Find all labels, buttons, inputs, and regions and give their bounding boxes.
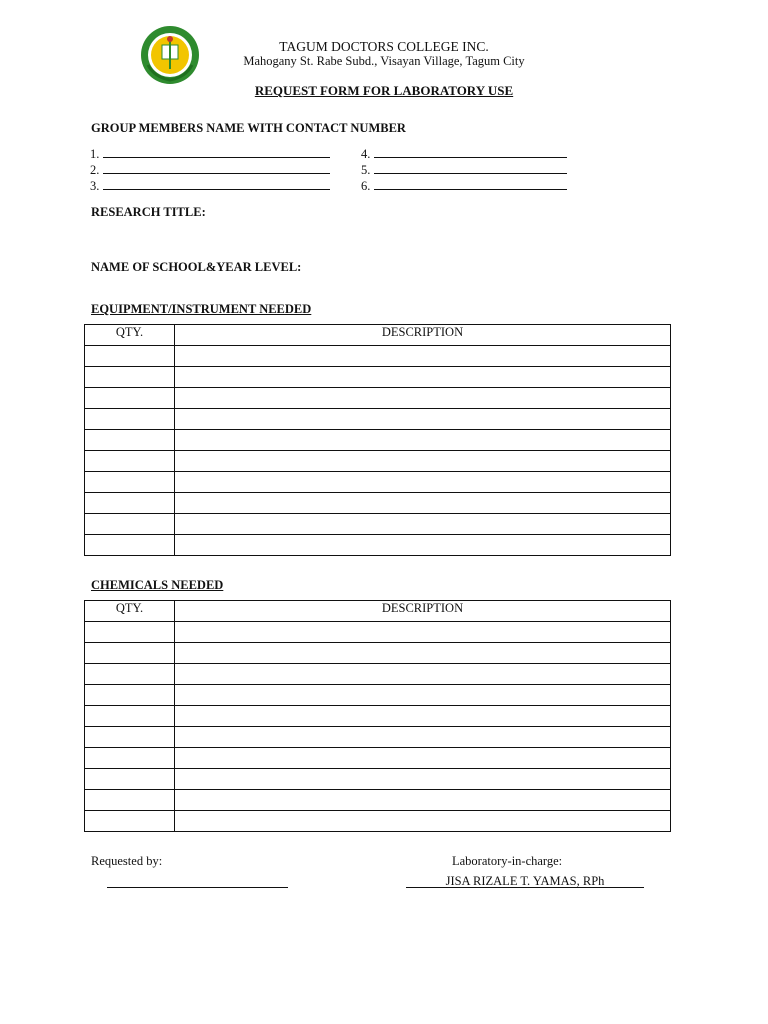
description-cell[interactable] — [175, 346, 671, 367]
qty-cell[interactable] — [85, 748, 175, 769]
description-cell[interactable] — [175, 748, 671, 769]
qty-cell[interactable] — [85, 472, 175, 493]
table-row — [85, 811, 671, 832]
table-row — [85, 664, 671, 685]
table-row — [85, 409, 671, 430]
qty-header: QTY. — [85, 601, 175, 622]
qty-cell[interactable] — [85, 769, 175, 790]
description-cell[interactable] — [175, 367, 671, 388]
description-cell[interactable] — [175, 493, 671, 514]
member-number: 1. — [90, 147, 100, 161]
member-field-6[interactable] — [361, 178, 567, 194]
description-header: DESCRIPTION — [175, 325, 671, 346]
description-cell[interactable] — [175, 451, 671, 472]
table-row — [85, 706, 671, 727]
description-cell[interactable] — [175, 643, 671, 664]
member-number: 5. — [361, 163, 371, 177]
member-field-1[interactable] — [90, 146, 330, 162]
table-row — [85, 643, 671, 664]
table-row — [85, 472, 671, 493]
table-header-row — [85, 601, 671, 622]
qty-cell[interactable] — [85, 346, 175, 367]
qty-cell[interactable] — [85, 514, 175, 535]
school-year-label: NAME OF SCHOOL&YEAR LEVEL: — [91, 260, 302, 274]
table-row — [85, 622, 671, 643]
member-number: 4. — [361, 147, 371, 161]
description-cell[interactable] — [175, 790, 671, 811]
description-cell[interactable] — [175, 622, 671, 643]
member-field-4[interactable] — [361, 146, 567, 162]
description-cell[interactable] — [175, 664, 671, 685]
qty-cell[interactable] — [85, 388, 175, 409]
qty-cell[interactable] — [85, 409, 175, 430]
college-logo — [134, 25, 206, 85]
table-row — [85, 685, 671, 706]
member-number: 2. — [90, 163, 100, 177]
lab-in-charge-label: Laboratory-in-charge: — [452, 854, 563, 868]
qty-cell[interactable] — [85, 664, 175, 685]
qty-cell[interactable] — [85, 727, 175, 748]
member-field-3[interactable] — [90, 178, 330, 194]
table-row — [85, 430, 671, 451]
description-cell[interactable] — [175, 472, 671, 493]
qty-cell[interactable] — [85, 430, 175, 451]
description-cell[interactable] — [175, 514, 671, 535]
qty-header: QTY. — [85, 325, 175, 346]
qty-cell[interactable] — [85, 706, 175, 727]
table-row — [85, 727, 671, 748]
college-address: Mahogany St. Rabe Subd., Visayan Village, Tagum City — [243, 54, 525, 68]
description-cell[interactable] — [175, 535, 671, 556]
requested-by-signature-line[interactable] — [107, 887, 288, 888]
research-title-label: RESEARCH TITLE: — [91, 205, 206, 219]
requested-by-label: Requested by: — [91, 854, 163, 868]
lab-in-charge-name: JISA RIZALE T. YAMAS, RPh — [445, 874, 605, 888]
table-row — [85, 451, 671, 472]
description-cell[interactable] — [175, 706, 671, 727]
qty-cell[interactable] — [85, 622, 175, 643]
group-members-label: GROUP MEMBERS NAME WITH CONTACT NUMBER — [91, 121, 406, 135]
table-row — [85, 493, 671, 514]
college-name: TAGUM DOCTORS COLLEGE INC. — [279, 39, 489, 54]
description-header: DESCRIPTION — [175, 601, 671, 622]
member-number: 3. — [90, 179, 100, 193]
table-row — [85, 790, 671, 811]
qty-cell[interactable] — [85, 535, 175, 556]
qty-cell[interactable] — [85, 367, 175, 388]
qty-cell[interactable] — [85, 643, 175, 664]
member-field-2[interactable] — [90, 162, 330, 178]
qty-cell[interactable] — [85, 451, 175, 472]
description-cell[interactable] — [175, 769, 671, 790]
qty-cell[interactable] — [85, 493, 175, 514]
table-row — [85, 535, 671, 556]
table-row — [85, 748, 671, 769]
member-number: 6. — [361, 179, 371, 193]
equipment-heading: EQUIPMENT/INSTRUMENT NEEDED — [91, 302, 312, 316]
description-cell[interactable] — [175, 727, 671, 748]
table-header-row — [85, 325, 671, 346]
table-row — [85, 514, 671, 535]
table-row — [85, 346, 671, 367]
equipment-table — [84, 324, 671, 556]
description-cell[interactable] — [175, 388, 671, 409]
description-cell[interactable] — [175, 685, 671, 706]
description-cell[interactable] — [175, 409, 671, 430]
table-row — [85, 388, 671, 409]
description-cell[interactable] — [175, 811, 671, 832]
description-cell[interactable] — [175, 430, 671, 451]
qty-cell[interactable] — [85, 685, 175, 706]
chemicals-table — [84, 600, 671, 832]
member-field-5[interactable] — [361, 162, 567, 178]
table-row — [85, 367, 671, 388]
form-title: REQUEST FORM FOR LABORATORY USE — [254, 83, 514, 98]
qty-cell[interactable] — [85, 811, 175, 832]
qty-cell[interactable] — [85, 790, 175, 811]
chemicals-heading: CHEMICALS NEEDED — [91, 578, 224, 592]
table-row — [85, 769, 671, 790]
